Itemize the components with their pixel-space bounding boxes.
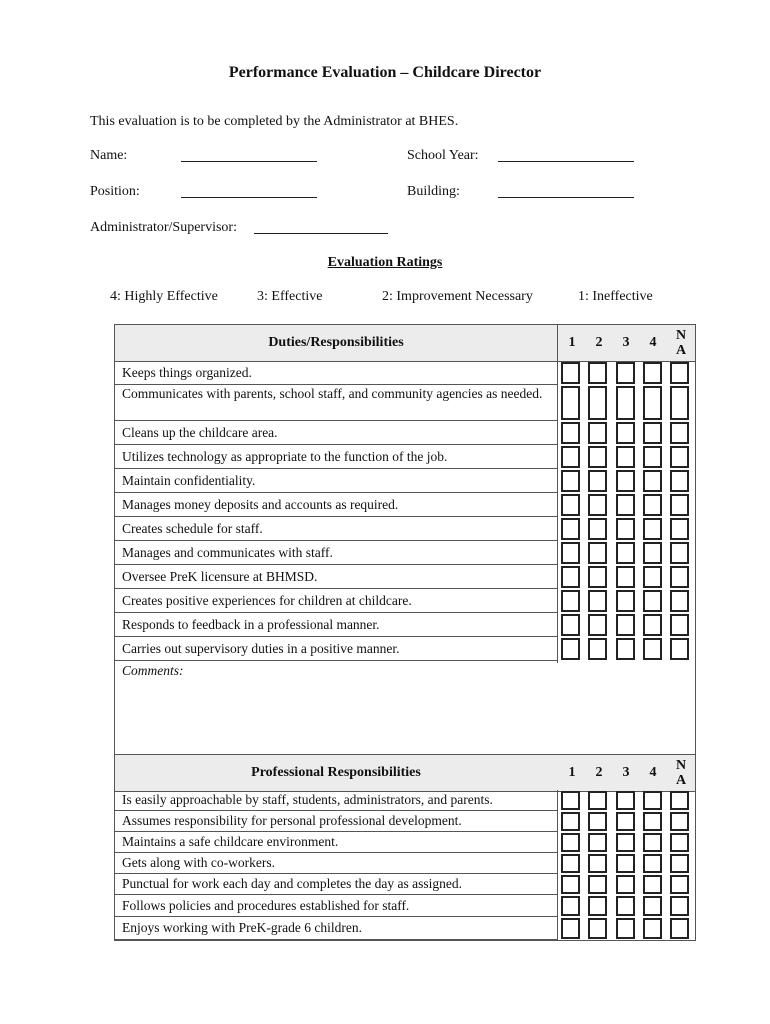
duties-checkbox-4[interactable]	[643, 590, 662, 612]
intro-text: This evaluation is to be completed by the Administrator at BHES.	[90, 114, 459, 129]
duties-row: Cleans up the childcare area.	[115, 421, 557, 445]
professional-checkbox-4[interactable]	[643, 812, 662, 831]
professional-checkbox-2[interactable]	[588, 896, 607, 916]
column-3-header: 3	[622, 335, 630, 350]
duties-checkbox-2[interactable]	[588, 614, 607, 636]
duties-row: Utilizes technology as appropriate to the function of the job.	[115, 445, 557, 469]
duties-checkbox-3[interactable]	[616, 494, 635, 516]
duties-checkbox-3[interactable]	[616, 362, 635, 384]
duties-checkbox-4[interactable]	[643, 518, 662, 540]
professional-checkbox-4[interactable]	[643, 896, 662, 916]
professional-row: Gets along with co-workers.	[115, 853, 557, 874]
column-4-header: 4	[649, 335, 657, 350]
duties-checkbox-1[interactable]	[561, 446, 580, 468]
professional-table-header	[115, 754, 695, 792]
duties-checkbox-1[interactable]	[561, 494, 580, 516]
duties-checkbox-2[interactable]	[588, 422, 607, 444]
professional-checkbox-3[interactable]	[616, 812, 635, 831]
duties-checkbox-2[interactable]	[588, 590, 607, 612]
position-field[interactable]	[181, 185, 317, 198]
na-letter-a: A	[675, 773, 687, 788]
duties-checkbox-3[interactable]	[616, 446, 635, 468]
professional-row: Follows policies and procedures established for staff.	[115, 895, 557, 917]
professional-row: Maintains a safe childcare environment.	[115, 832, 557, 853]
duties-checkbox-4[interactable]	[643, 422, 662, 444]
professional-checkbox-na[interactable]	[670, 875, 689, 894]
school-year-label: School Year:	[407, 148, 479, 163]
professional-heading: Professional Responsibilities	[251, 765, 421, 780]
professional-checkbox-1[interactable]	[561, 791, 580, 810]
professional-table	[114, 754, 696, 941]
duties-row: Creates positive experiences for children at childcare.	[115, 589, 557, 613]
duties-row: Creates schedule for staff.	[115, 517, 557, 541]
na-letter-n: N	[675, 758, 687, 773]
professional-checkbox-3[interactable]	[616, 918, 635, 939]
duties-row: Communicates with parents, school staff, and community agencies as needed.	[115, 385, 557, 421]
professional-checkbox-3[interactable]	[616, 875, 635, 894]
professional-checkbox-na[interactable]	[670, 896, 689, 916]
duties-checkbox-4[interactable]	[643, 566, 662, 588]
duties-checkbox-2[interactable]	[588, 362, 607, 384]
column-2-header: 2	[595, 765, 603, 780]
professional-checkbox-4[interactable]	[643, 833, 662, 852]
duties-row: Manages money deposits and accounts as required.	[115, 493, 557, 517]
duties-checkbox-1[interactable]	[561, 422, 580, 444]
page-title: Performance Evaluation – Childcare Director	[228, 64, 542, 81]
rating-3: 3: Effective	[257, 289, 323, 304]
duties-row: Keeps things organized.	[115, 361, 557, 385]
duties-row: Carries out supervisory duties in a positive manner.	[115, 637, 557, 661]
column-divider	[557, 790, 558, 940]
column-4-header: 4	[649, 765, 657, 780]
professional-checkbox-1[interactable]	[561, 896, 580, 916]
duties-checkbox-1[interactable]	[561, 386, 580, 420]
duties-checkbox-4[interactable]	[643, 386, 662, 420]
duties-checkbox-na[interactable]	[670, 494, 689, 516]
na-letter-n: N	[675, 328, 687, 343]
rating-1: 1: Ineffective	[578, 289, 653, 304]
column-na-header	[668, 325, 694, 361]
duties-checkbox-3[interactable]	[616, 590, 635, 612]
duties-checkbox-3[interactable]	[616, 470, 635, 492]
professional-checkbox-3[interactable]	[616, 854, 635, 873]
professional-checkbox-2[interactable]	[588, 791, 607, 810]
rating-2: 2: Improvement Necessary	[382, 289, 533, 304]
duties-checkbox-1[interactable]	[561, 518, 580, 540]
professional-checkbox-2[interactable]	[588, 854, 607, 873]
duties-checkbox-4[interactable]	[643, 446, 662, 468]
ratings-heading: Evaluation Ratings	[327, 255, 443, 270]
duties-checkbox-3[interactable]	[616, 542, 635, 564]
professional-checkbox-2[interactable]	[588, 812, 607, 831]
duties-checkbox-2[interactable]	[588, 638, 607, 660]
duties-checkbox-1[interactable]	[561, 566, 580, 588]
professional-checkbox-na[interactable]	[670, 854, 689, 873]
duties-checkbox-4[interactable]	[643, 614, 662, 636]
professional-checkbox-3[interactable]	[616, 791, 635, 810]
professional-checkbox-4[interactable]	[643, 791, 662, 810]
column-1-header: 1	[568, 335, 576, 350]
duties-checkbox-na[interactable]	[670, 470, 689, 492]
administrator-label: Administrator/Supervisor:	[90, 220, 237, 235]
professional-checkbox-1[interactable]	[561, 812, 580, 831]
professional-checkbox-na[interactable]	[670, 833, 689, 852]
administrator-field[interactable]	[254, 221, 388, 234]
duties-checkbox-2[interactable]	[588, 446, 607, 468]
professional-checkbox-1[interactable]	[561, 854, 580, 873]
duties-checkbox-3[interactable]	[616, 386, 635, 420]
duties-checkbox-2[interactable]	[588, 566, 607, 588]
duties-checkbox-na[interactable]	[670, 422, 689, 444]
column-3-header: 3	[622, 765, 630, 780]
duties-checkbox-na[interactable]	[670, 566, 689, 588]
duties-checkbox-4[interactable]	[643, 638, 662, 660]
duties-checkbox-na[interactable]	[670, 590, 689, 612]
duties-checkbox-na[interactable]	[670, 446, 689, 468]
professional-checkbox-4[interactable]	[643, 875, 662, 894]
duties-checkbox-na[interactable]	[670, 518, 689, 540]
professional-checkbox-3[interactable]	[616, 896, 635, 916]
duties-checkbox-4[interactable]	[643, 362, 662, 384]
professional-checkbox-na[interactable]	[670, 918, 689, 939]
duties-checkbox-na[interactable]	[670, 362, 689, 384]
professional-checkbox-1[interactable]	[561, 875, 580, 894]
duties-row: Responds to feedback in a professional manner.	[115, 613, 557, 637]
duties-checkbox-na[interactable]	[670, 386, 689, 420]
duties-checkbox-1[interactable]	[561, 542, 580, 564]
column-divider	[557, 325, 558, 663]
duties-checkbox-2[interactable]	[588, 494, 607, 516]
duties-checkbox-1[interactable]	[561, 638, 580, 660]
building-field[interactable]	[498, 185, 634, 198]
column-na-header	[668, 755, 694, 791]
duties-table	[114, 324, 696, 756]
duties-checkbox-na[interactable]	[670, 638, 689, 660]
duties-checkbox-2[interactable]	[588, 518, 607, 540]
professional-checkbox-2[interactable]	[588, 875, 607, 894]
name-field[interactable]	[181, 149, 317, 162]
duties-checkbox-na[interactable]	[670, 614, 689, 636]
professional-checkbox-4[interactable]	[643, 854, 662, 873]
duties-checkbox-3[interactable]	[616, 566, 635, 588]
professional-checkbox-1[interactable]	[561, 833, 580, 852]
professional-checkbox-1[interactable]	[561, 918, 580, 939]
professional-checkbox-4[interactable]	[643, 918, 662, 939]
column-1-header: 1	[568, 765, 576, 780]
duties-heading: Duties/Responsibilities	[268, 335, 404, 350]
duties-checkbox-1[interactable]	[561, 590, 580, 612]
rating-4: 4: Highly Effective	[110, 289, 218, 304]
na-letter-a: A	[675, 343, 687, 358]
school-year-field[interactable]	[498, 149, 634, 162]
duties-checkbox-4[interactable]	[643, 470, 662, 492]
duties-checkbox-3[interactable]	[616, 518, 635, 540]
duties-checkbox-4[interactable]	[643, 494, 662, 516]
professional-checkbox-na[interactable]	[670, 812, 689, 831]
duties-checkbox-3[interactable]	[616, 614, 635, 636]
duties-row: Oversee PreK licensure at BHMSD.	[115, 565, 557, 589]
duties-checkbox-2[interactable]	[588, 470, 607, 492]
duties-checkbox-4[interactable]	[643, 542, 662, 564]
duties-checkbox-3[interactable]	[616, 422, 635, 444]
professional-checkbox-na[interactable]	[670, 791, 689, 810]
duties-checkbox-3[interactable]	[616, 638, 635, 660]
column-2-header: 2	[595, 335, 603, 350]
professional-row: Punctual for work each day and completes the day as assigned.	[115, 874, 557, 895]
comments-label: Comments:	[122, 663, 184, 678]
duties-checkbox-1[interactable]	[561, 362, 580, 384]
professional-row: Assumes responsibility for personal professional development.	[115, 811, 557, 832]
professional-checkbox-3[interactable]	[616, 833, 635, 852]
professional-row: Is easily approachable by staff, students, administrators, and parents.	[115, 790, 557, 811]
position-label: Position:	[90, 184, 140, 199]
professional-checkbox-2[interactable]	[588, 918, 607, 939]
professional-checkbox-2[interactable]	[588, 833, 607, 852]
professional-row: Enjoys working with PreK-grade 6 children.	[115, 917, 557, 940]
duties-table-header	[115, 325, 695, 362]
duties-row: Maintain confidentiality.	[115, 469, 557, 493]
duties-checkbox-na[interactable]	[670, 542, 689, 564]
duties-row: Manages and communicates with staff.	[115, 541, 557, 565]
duties-checkbox-1[interactable]	[561, 614, 580, 636]
duties-checkbox-1[interactable]	[561, 470, 580, 492]
duties-checkbox-2[interactable]	[588, 542, 607, 564]
duties-checkbox-2[interactable]	[588, 386, 607, 420]
name-label: Name:	[90, 148, 128, 163]
building-label: Building:	[407, 184, 460, 199]
